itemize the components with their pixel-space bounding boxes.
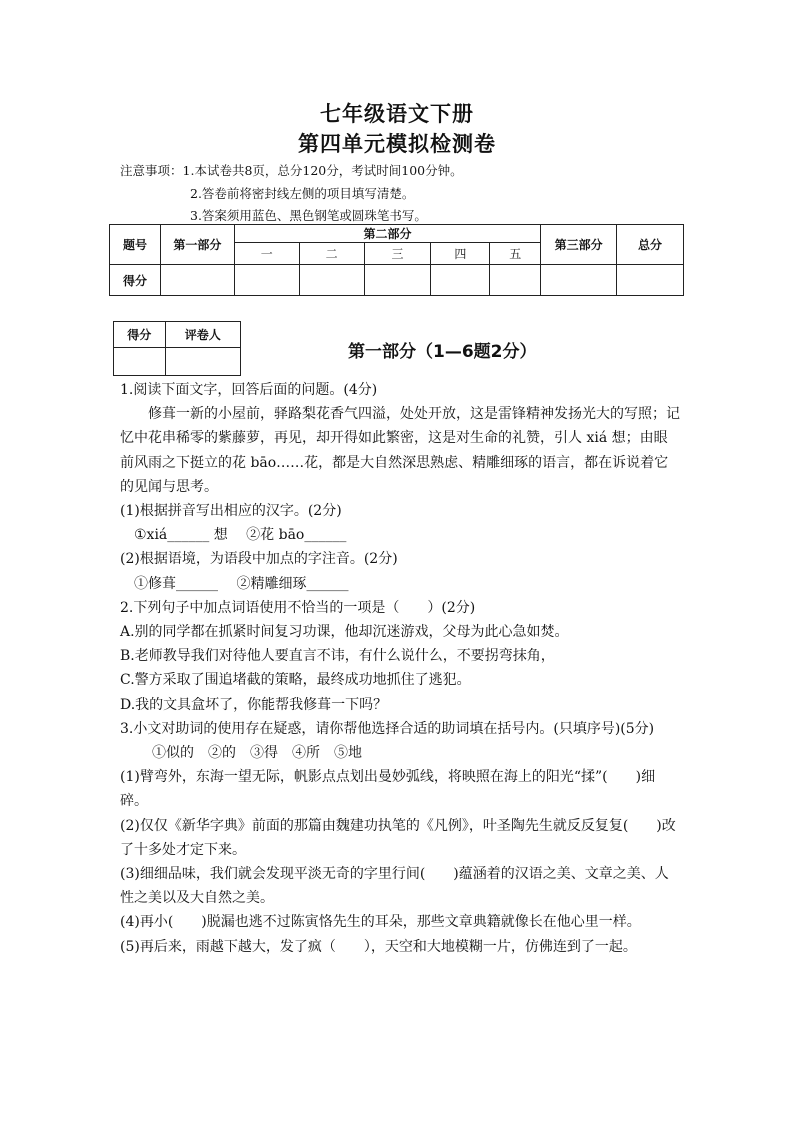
q1-sub2-options: ①修葺______ ②精雕细琢______	[134, 575, 349, 592]
score-header-part1: 第一部分	[160, 225, 234, 265]
score-subheader-1: 一	[234, 243, 299, 265]
note-item-3: 3.答案须用蓝色、黑色钢笔或圆珠笔书写。	[190, 208, 427, 223]
score-table	[109, 224, 684, 296]
score-cell[interactable]	[234, 265, 299, 296]
grader-score-label: 得分	[114, 322, 166, 348]
notes-label: 注意事项：	[120, 163, 183, 178]
score-row-label: 得分	[110, 265, 161, 296]
q3-item-4: (4)再小( )脱漏也逃不过陈寅恪先生的耳朵，那些文章典籍就像长在他心里一样。	[120, 914, 641, 931]
score-cell[interactable]	[490, 265, 541, 296]
q3-options: ①似的 ②的 ③得 ④所 ⑤地	[152, 745, 362, 762]
q1-sub1: (1)根据拼音写出相应的汉字。(2分)	[120, 503, 342, 520]
q2-option-c: C.警方采取了围追堵截的策略，最终成功地抓住了逃犯。	[120, 672, 471, 689]
q3-item-2: (2)仅仅《新华字典》前面的那篇由魏建功执笔的《凡例》，叶圣陶先生就反反复复( )改了十多处才定下来。	[120, 817, 676, 858]
score-header-part2: 第二部分	[234, 225, 540, 243]
q2-stem: 2.下列句子中加点词语使用不恰当的一项是（ ）(2分)	[120, 599, 476, 616]
score-cell[interactable]	[160, 265, 234, 296]
grader-name-cell[interactable]	[165, 348, 240, 376]
score-cell[interactable]	[617, 265, 684, 296]
grader-table	[113, 321, 241, 376]
score-cell[interactable]	[364, 265, 431, 296]
q2-option-a: A.别的同学都在抓紧时间复习功课，他却沉迷游戏，父母为此心急如焚。	[120, 624, 569, 641]
score-subheader-2: 二	[299, 243, 364, 265]
score-header-total: 总分	[617, 225, 684, 265]
section-title: 第一部分（1—6题2分）	[348, 342, 537, 362]
score-subheader-4: 四	[431, 243, 490, 265]
questions-body	[120, 378, 680, 959]
q2-option-d: D.我的文具盒坏了，你能帮我修葺一下吗？	[120, 696, 388, 713]
q3-item-3: (3)细细品味，我们就会发现平淡无奇的字里行间( )蕴涵着的汉语之美、文章之美、人性之美以及大自然之美。	[120, 866, 669, 907]
q3-stem: 3.小文对助词的使用存在疑惑，请你帮他选择合适的助词填在括号内。(只填序号)(5分)	[120, 720, 655, 737]
q3-item-5: (5)再后来，雨越下越大，发了疯（ ），天空和大地模糊一片，仿佛连到了一起。	[120, 938, 637, 955]
q1-passage: 修葺一新的小屋前，驿路梨花香气四溢，处处开放，这是雷锋精神发扬光大的写照；记忆中花串稀零的紫藤萝，再见，却开得如此繁密，这是对生命的礼赞，引人 xiá 想；由眼前风雨之下挺立的花 bāo……花，都是大自然深思熟虑、精雕细琢的语言，都在诉说着它的见闻与思考。	[120, 406, 680, 495]
q1-sub2: (2)根据语境，为语段中加点的字注音。(2分)	[120, 551, 398, 568]
score-header-part3: 第三部分	[541, 225, 617, 265]
score-cell[interactable]	[299, 265, 364, 296]
q3-item-1: (1)臂弯外，东海一望无际，帆影点点划出曼妙弧线，将映照在海上的阳光“揉”( )细碎。	[120, 769, 656, 810]
note-item-2: 2.答卷前将密封线左侧的项目填写清楚。	[190, 185, 415, 201]
q1-sub1-options: ①xiá______ 想 ②花 bāo______	[134, 527, 347, 544]
exam-notes	[120, 160, 463, 228]
q2-option-b: B.老师教导我们对待他人要直言不讳，有什么说什么，不要拐弯抹角，	[120, 648, 555, 665]
q1-stem: 1.阅读下面文字，回答后面的问题。(4分)	[120, 382, 378, 398]
note-item-1	[120, 160, 463, 183]
exam-subtitle: 第四单元模拟检测卷	[298, 132, 496, 156]
grader-score-cell[interactable]	[114, 348, 166, 376]
grader-name-label: 评卷人	[165, 322, 240, 348]
score-subheader-3: 三	[364, 243, 431, 265]
exam-title: 七年级语文下册	[320, 102, 474, 126]
score-subheader-5: 五	[490, 243, 541, 265]
note-text-1: 1.本试卷共8页，总分120分，考试时间100分钟。	[182, 163, 463, 178]
score-header-question: 题号	[110, 225, 161, 265]
score-cell[interactable]	[431, 265, 490, 296]
score-cell[interactable]	[541, 265, 617, 296]
